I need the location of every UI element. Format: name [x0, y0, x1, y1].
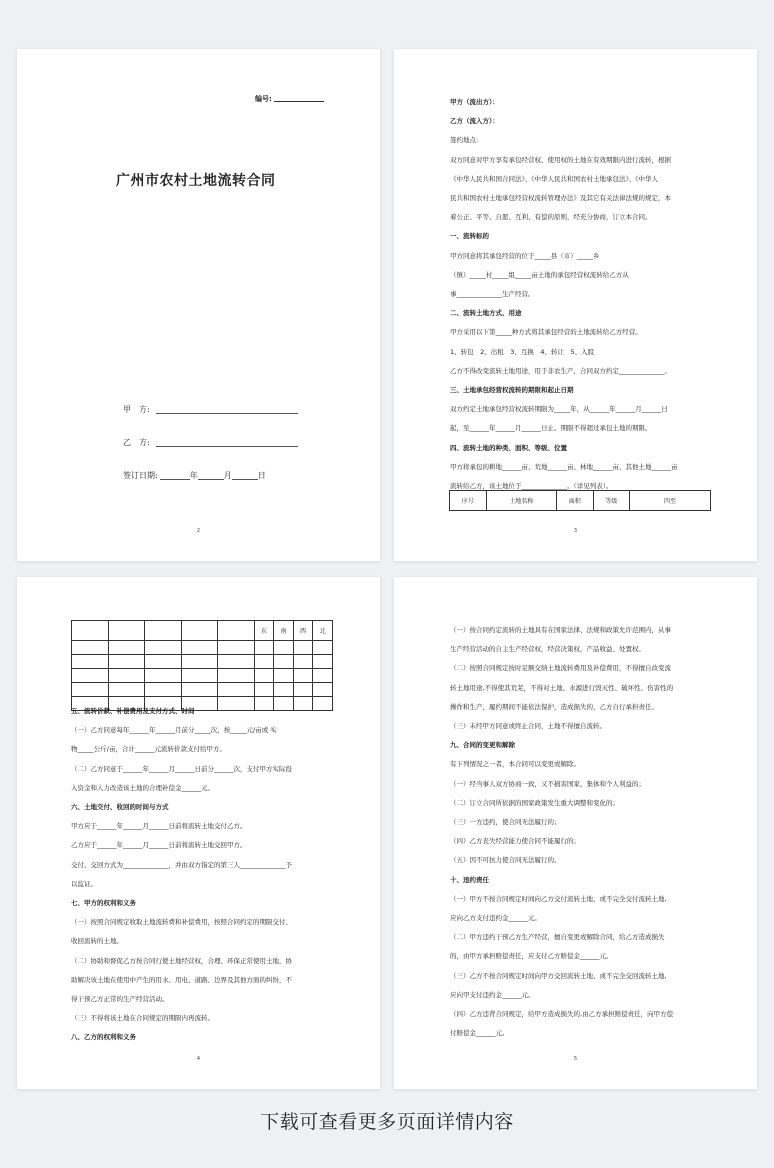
- text-line: 流转给乙方，该土地位于______________。（详见列表）。: [450, 482, 613, 491]
- table-cell: [254, 669, 274, 683]
- table-cell: [181, 669, 218, 683]
- table-cell: [181, 641, 218, 655]
- text-line: 甲方采用以下第_____种方式将其承包经营的土地流转给乙方经营。: [450, 328, 642, 337]
- table-cell: [313, 641, 333, 655]
- table-cell: [293, 683, 313, 697]
- day-label: 日: [257, 471, 266, 480]
- table-cell: [218, 621, 255, 641]
- text-line: 甲方应于______年______月______日前将流转土地交付乙方。: [71, 822, 247, 831]
- table-row: [72, 641, 333, 655]
- table-cell: [254, 641, 274, 655]
- text-line: （一）经当事人双方协商一致，又不损害国家、集体和个人利益的；: [450, 779, 645, 788]
- table-header-cell: 四至: [630, 491, 711, 511]
- table-cell: [108, 621, 145, 641]
- page-4-text: [71, 702, 292, 1048]
- table-cell: [218, 669, 255, 683]
- text-line: 事______________生产经营。: [450, 290, 535, 299]
- text-line: 收回流转的土地。: [71, 937, 123, 946]
- table-header-cell: 等级: [593, 491, 630, 511]
- text-line: 付赔偿金______元。: [450, 1029, 509, 1038]
- text-line: （二）甲方违约干预乙方生产经营，擅自变更或解除合同，给乙方造成损失: [450, 933, 665, 942]
- page-3: [394, 49, 757, 561]
- table-cell: 北: [313, 621, 333, 641]
- text-line: （镇）_____村_____组_____亩土地的承包经营权流转给乙方从: [450, 270, 629, 279]
- land-table-body: [71, 620, 333, 711]
- table-cell: [218, 683, 255, 697]
- page-4: [17, 577, 380, 1089]
- contract-number-label: 编号:: [255, 95, 272, 103]
- party-b-label: 乙 方:: [123, 438, 150, 447]
- page-number: 2: [196, 528, 201, 534]
- table-cell: [145, 641, 182, 655]
- text-line: 签约地点:: [450, 136, 479, 145]
- text-line: （二）订立合同所依据的国家政策发生重大调整和变化的；: [450, 798, 619, 807]
- table-cell: [108, 655, 145, 669]
- text-line: （一）乙方同意每年______年______月前分_____次，按_____元/亩或 实: [71, 726, 277, 735]
- table-header-cell: 土地名称: [486, 491, 556, 511]
- text-line: 双方约定土地承包经营权流转期限为_____年，从______年______月______日: [450, 405, 668, 414]
- sign-date-label: 签订日期:: [123, 471, 158, 480]
- table-cell: [218, 641, 255, 655]
- table-row: [72, 683, 333, 697]
- table-cell: [145, 683, 182, 697]
- page-5-text: [450, 621, 673, 1043]
- table-cell: [72, 621, 109, 641]
- text-line: 生产经营活动的自主生产经营权，经营决策权，产品收益、处置权。: [450, 645, 645, 654]
- table-cell: [313, 669, 333, 683]
- table-row: [72, 621, 333, 641]
- text-line: 应向乙方支付违约金______元。: [450, 914, 541, 923]
- section-heading: 甲方（流出方）：: [450, 98, 499, 106]
- section-heading: 三、土地承包经营权流转的期限和起止日期: [450, 386, 574, 395]
- section-heading: 乙方（流入方）：: [450, 117, 499, 126]
- text-line: （一）按照合同规定收取土地流转费和补偿费用，按照合同约定的期限交付、: [71, 918, 292, 927]
- text-line: 《中华人民共和国合同法》、《中华人民共和国农村土地承包法》、《中华人: [450, 174, 658, 183]
- text-line: （三）不得将该土地在合同规定的期限内再流转。: [71, 1014, 214, 1023]
- table-cell: [293, 669, 313, 683]
- text-line: （一）按合同约定流转的土地具有在国家法律、法规和政策允许范围内，从事: [450, 626, 671, 634]
- text-line: 操作和生产，履约期间不能依法保护，造成损失的，乙方自行承担责任。: [450, 702, 658, 711]
- table-header-cell: 序号: [450, 491, 487, 511]
- text-line: 起，至______年______月______日止。期限不得超过承包土地的期限。: [450, 424, 652, 433]
- text-line: （二）按照合同规定按时足额交纳土地流转费用及补偿费用，不得擅自改变流: [450, 664, 671, 673]
- table-cell: [72, 641, 109, 655]
- table-cell: 东: [254, 621, 274, 641]
- table-cell: [313, 683, 333, 697]
- section-heading: 九、合同的变更和解除: [450, 741, 515, 750]
- table-cell: [72, 655, 109, 669]
- table-cell: [181, 683, 218, 697]
- text-line: 得干预乙方正常的生产经营活动。: [71, 995, 169, 1004]
- table-cell: [293, 641, 313, 655]
- section-heading: 七、甲方的权利和义务: [71, 899, 136, 908]
- contract-number-blank: [274, 94, 324, 102]
- contract-title: 广州市农村土地流转合同: [116, 173, 276, 189]
- party-a-line: [123, 404, 298, 415]
- text-line: 着公正、平等、自愿、互利、有偿的原则，经充分协商，订立本合同。: [450, 213, 652, 222]
- table-cell: [313, 655, 333, 669]
- table-cell: [274, 655, 294, 669]
- table-cell: [181, 655, 218, 669]
- download-hint: 下载可查看更多页面详情内容: [260, 1111, 514, 1133]
- page-number: 5: [573, 1056, 578, 1062]
- month-blank: [198, 470, 224, 480]
- page-number: 3: [573, 528, 578, 534]
- table-cell: [145, 655, 182, 669]
- table-cell: [108, 683, 145, 697]
- table-cell: [293, 697, 313, 711]
- month-label: 月: [223, 471, 232, 480]
- contract-number: [255, 94, 324, 104]
- table-cell: [72, 669, 109, 683]
- table-cell: [254, 655, 274, 669]
- party-b-blank: [156, 437, 298, 447]
- table-row: [72, 655, 333, 669]
- section-heading: 二、流转土地方式、用途: [450, 309, 522, 318]
- table-cell: [72, 683, 109, 697]
- text-line: 交付、交回方式为______________，并由双方指定的第三人______________予: [71, 860, 292, 869]
- text-line: 入资金和人力改造该土地的合理补偿金______元。: [71, 783, 214, 792]
- party-a-label: 甲 方:: [123, 405, 150, 414]
- text-line: （三）乙方不按合同规定时间向甲方交回流转土地、或不完全交回流转土地,: [450, 971, 667, 980]
- text-line: 以监证。: [71, 879, 97, 888]
- text-line: 1、转包 2、出租 3、互换 4、转让 5、入股: [450, 347, 595, 356]
- page-5: [394, 577, 757, 1089]
- table-cell: [254, 683, 274, 697]
- page-number: 4: [196, 1056, 201, 1062]
- text-line: 乙方应于______年______月______日前将流转土地交回甲方。: [71, 841, 247, 850]
- table-row: [72, 669, 333, 683]
- year-blank: [160, 470, 190, 480]
- table-cell: [313, 697, 333, 711]
- text-line: 甲方将承包的耕地______亩、荒地______亩、林地______亩、其他土地______亩: [450, 462, 678, 471]
- section-heading: 四、流转土地的种类、面积、等级、位置: [450, 443, 567, 452]
- section-heading: 八、乙方的权利和义务: [71, 1033, 136, 1042]
- text-line: （一）甲方不按合同规定时间向乙方交付流转土地、或不完全交付流转土地,: [450, 894, 667, 903]
- sign-date-line: [123, 470, 266, 481]
- table-header-cell: 面积: [557, 491, 594, 511]
- text-line: （四）乙方丧失经营能力使合同不能履行的；: [450, 837, 580, 846]
- land-table-header: [449, 490, 711, 511]
- section-heading: 一、流转标的: [450, 232, 489, 241]
- text-line: （二）协助和督促乙方按合同行使土地经营权，合理、环保正常使用土地，协: [71, 956, 292, 965]
- text-line: （二）乙方同意于______年______月______日前分______次，支付甲方实际投: [71, 764, 292, 773]
- table-cell: [274, 641, 294, 655]
- table-cell: [108, 641, 145, 655]
- text-line: 乙方不得改变流转土地用途，用于非农生产，合同双方约定______________。: [450, 366, 671, 375]
- table-cell: [145, 621, 182, 641]
- text-line: （四）乙方违背合同规定，给甲方造成损失的,由乙方承担赔偿责任，向甲方偿: [450, 1010, 674, 1019]
- page-3-text: [450, 93, 678, 496]
- table-cell: [218, 655, 255, 669]
- text-line: 转土地用途,不得使其荒芜，不得对土地、水源进行毁灭性、破坏性、伤害性的: [450, 683, 674, 692]
- section-heading: 五、流转价款、补偿费用及支付方式、时间: [71, 707, 195, 715]
- party-a-blank: [156, 404, 298, 414]
- text-line: 有下列情况之一者，本合同可以变更或解除。: [450, 760, 580, 769]
- table-cell: [274, 683, 294, 697]
- table-cell: 西: [293, 621, 313, 641]
- table-cell: [274, 669, 294, 683]
- table-cell: [293, 655, 313, 669]
- table-cell: [108, 669, 145, 683]
- page-2: [17, 49, 380, 561]
- section-heading: 六、土地交付、收回的时间与方式: [71, 803, 169, 812]
- text-line: 物_____公斤/亩，合计______元流转价款支付给甲方。: [71, 745, 226, 754]
- text-line: 应向甲支付违约金______元。: [450, 990, 535, 999]
- text-line: （三）未经甲方同意或终止合同，土地不得擅自流转。: [450, 722, 606, 731]
- table-cell: [145, 669, 182, 683]
- section-heading: 十、违约责任: [450, 875, 489, 884]
- text-line: 的，由甲方承担赔偿责任，应支付乙方赔偿金______元。: [450, 952, 613, 961]
- table-cell: [181, 621, 218, 641]
- text-line: 双方同意对甲方享有承包经营权、使用权的土地在有效期限内进行流转，根据: [450, 155, 671, 164]
- text-line: 甲方同意将其承包经营的位于_____县（市）_____乡: [450, 251, 600, 260]
- text-line: （五）因不可抗力使合同无法履行的。: [450, 856, 561, 865]
- party-b-line: [123, 437, 298, 448]
- text-line: 助解决该土地在使用中产生的用水、用电、道路、边界及其他方面的纠纷，不: [71, 975, 292, 984]
- day-blank: [232, 470, 258, 480]
- year-label: 年: [189, 471, 198, 480]
- table-cell: 南: [274, 621, 294, 641]
- text-line: （三）一方违约，使合同无法履行的；: [450, 818, 561, 827]
- text-line: 民共和国农村土地承包经营权流转管理办法》及其它有关法律法规的规定，本: [450, 194, 671, 203]
